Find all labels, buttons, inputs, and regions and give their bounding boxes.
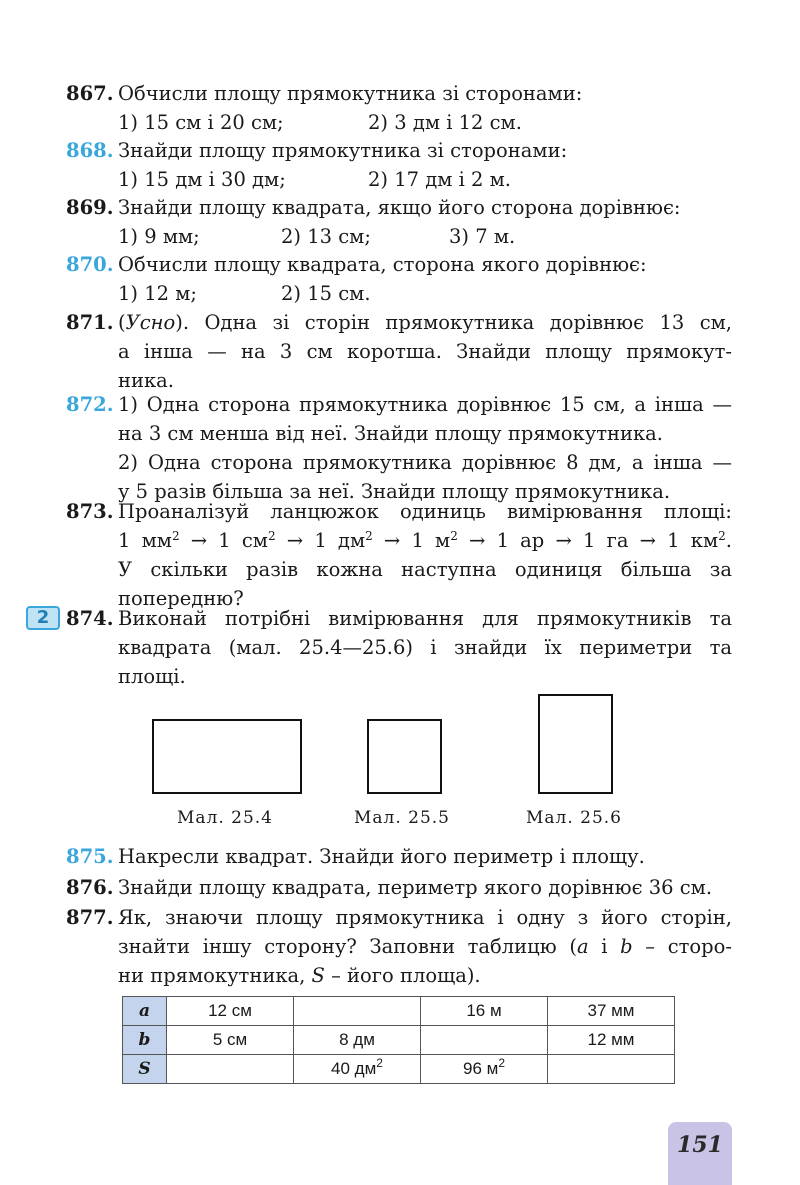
cell-value: 96 м bbox=[462, 1059, 499, 1078]
oral-mark: Усно bbox=[125, 311, 176, 334]
problem-text: Знайди площу квадрата, периметр якого дорівнює 36 см. bbox=[118, 876, 713, 899]
problem-872 bbox=[66, 390, 732, 506]
option-1: 1) 15 см і 20 см; bbox=[118, 111, 284, 134]
arrow: → bbox=[544, 529, 584, 552]
unit: 1 ар bbox=[496, 529, 545, 552]
problem-text: Накресли квадрат. Знайди його периметр і площу. bbox=[118, 845, 645, 868]
arrow: → bbox=[457, 529, 497, 552]
problem-number: 874. bbox=[66, 607, 114, 630]
table-row bbox=[123, 1026, 675, 1055]
problem-text: попередню? bbox=[118, 587, 244, 610]
problem-text-line bbox=[118, 961, 732, 990]
option-2: 2) 13 см; bbox=[281, 225, 371, 248]
problem-number: 869. bbox=[66, 196, 114, 219]
problem-871 bbox=[66, 308, 732, 395]
sup: 2 bbox=[450, 529, 458, 543]
problem-877 bbox=[66, 903, 732, 990]
table-cell bbox=[421, 1055, 548, 1084]
sup: 2 bbox=[171, 529, 180, 543]
unit: 1 мм bbox=[118, 529, 172, 552]
problem-number: 877. bbox=[66, 906, 114, 929]
problem-867 bbox=[66, 79, 732, 137]
problem-text: площі. bbox=[118, 665, 186, 688]
problem-text: на 3 см менша від неї. Знайди площу прямокутника. bbox=[118, 422, 664, 445]
problem-text: Проаналізуй ланцюжок одиниць вимірювання площі: bbox=[118, 500, 732, 523]
unit: 1 см bbox=[218, 529, 268, 552]
sup: 2 bbox=[376, 1056, 383, 1070]
option-3: 3) 7 м. bbox=[449, 225, 516, 248]
problem-875 bbox=[66, 842, 732, 871]
table-cell: 12 мм bbox=[548, 1026, 675, 1055]
unit: 1 м bbox=[411, 529, 451, 552]
sup: 2 bbox=[365, 529, 373, 543]
level-badge: 2 bbox=[26, 606, 60, 630]
table-cell: 12 см bbox=[167, 997, 294, 1026]
text: і bbox=[588, 935, 621, 958]
figure-caption-25-4: Мал. 25.4 bbox=[177, 808, 274, 828]
page-number: 151 bbox=[677, 1132, 723, 1158]
paren: ( bbox=[118, 311, 126, 334]
table-cell: 16 м bbox=[421, 997, 548, 1026]
figure-rectangle-25-4 bbox=[152, 719, 302, 794]
problem-number: 873. bbox=[66, 500, 114, 523]
text: знайти іншу сторону? Заповни таблицю ( bbox=[118, 935, 577, 958]
problem-text: 2) Одна сторона прямокутника дорівнює 8 дм, а інша — bbox=[118, 451, 732, 474]
answer-table bbox=[122, 996, 675, 1084]
figure-caption-25-6: Мал. 25.6 bbox=[526, 808, 623, 828]
sup: 2 bbox=[718, 529, 726, 543]
var-s: S bbox=[311, 964, 325, 987]
option-1: 1) 9 мм; bbox=[118, 225, 200, 248]
table-cell bbox=[167, 1055, 294, 1084]
problem-873 bbox=[66, 497, 732, 613]
row-header-s: S bbox=[123, 1055, 167, 1084]
figure-square-25-5 bbox=[367, 719, 442, 794]
problem-number: 870. bbox=[66, 253, 114, 276]
problem-874 bbox=[66, 604, 732, 691]
period: . bbox=[725, 529, 732, 552]
arrow: → bbox=[275, 529, 315, 552]
unit-chain bbox=[118, 526, 732, 555]
problem-number: 867. bbox=[66, 82, 114, 105]
table-row bbox=[123, 1055, 675, 1084]
page-number-tab bbox=[668, 1122, 732, 1185]
table-cell: 37 мм bbox=[548, 997, 675, 1026]
problem-text: Обчисли площу квадрата, сторона якого дорівнює: bbox=[118, 253, 647, 276]
problem-text: а інша — на 3 см коротша. Знайди площу прямокут- bbox=[118, 340, 732, 363]
table-cell bbox=[294, 997, 421, 1026]
sup: 2 bbox=[267, 529, 276, 543]
problem-number: 868. bbox=[66, 139, 114, 162]
problem-text: ). Одна зі сторін прямокутника дорівнює 13 см, bbox=[175, 311, 732, 334]
problem-text: Обчисли площу прямокутника зі сторонами: bbox=[118, 82, 583, 105]
problem-text: 1) Одна сторона прямокутника дорівнює 15 см, а інша — bbox=[118, 393, 732, 416]
table-cell: 8 дм bbox=[294, 1026, 421, 1055]
problem-text: Як, знаючи площу прямокутника і одну з його сторін, bbox=[118, 906, 732, 929]
text: – його площа). bbox=[324, 964, 481, 987]
row-header-a: a bbox=[123, 997, 167, 1026]
problem-text: квадрата (мал. 25.4—25.6) і знайди їх периметри та bbox=[118, 636, 732, 659]
problem-number: 876. bbox=[66, 876, 114, 899]
cell-value: 40 дм bbox=[331, 1059, 377, 1078]
option-1: 1) 12 м; bbox=[118, 282, 197, 305]
option-2: 2) 15 см. bbox=[281, 282, 371, 305]
problem-number: 872. bbox=[66, 393, 114, 416]
problem-text-line bbox=[118, 932, 732, 961]
problem-868 bbox=[66, 136, 732, 194]
problem-870 bbox=[66, 250, 732, 308]
table-cell: 5 см bbox=[167, 1026, 294, 1055]
problem-text: Знайди площу квадрата, якщо його сторона дорівнює: bbox=[118, 196, 681, 219]
arrow: → bbox=[179, 529, 219, 552]
figure-rectangle-25-6 bbox=[538, 694, 613, 794]
option-1: 1) 15 дм і 30 дм; bbox=[118, 168, 286, 191]
var-b: b bbox=[620, 935, 633, 958]
problem-869 bbox=[66, 193, 732, 251]
table-row bbox=[123, 997, 675, 1026]
table-cell bbox=[548, 1055, 675, 1084]
problem-text: ника. bbox=[118, 369, 175, 392]
unit: 1 км bbox=[667, 529, 719, 552]
table-cell bbox=[294, 1055, 421, 1084]
text: ни прямокутника, bbox=[118, 964, 312, 987]
option-2: 2) 3 дм і 12 см. bbox=[368, 111, 522, 134]
problem-text: У скільки разів кожна наступна одиниця більша за bbox=[118, 558, 732, 581]
arrow: → bbox=[628, 529, 668, 552]
unit: 1 га bbox=[583, 529, 629, 552]
row-header-b: b bbox=[123, 1026, 167, 1055]
figure-caption-25-5: Мал. 25.5 bbox=[354, 808, 451, 828]
arrow: → bbox=[372, 529, 412, 552]
table-cell bbox=[421, 1026, 548, 1055]
sup: 2 bbox=[498, 1056, 505, 1070]
problem-text: у 5 разів більша за неї. Знайди площу прямокутника. bbox=[118, 480, 671, 503]
problem-number: 871. bbox=[66, 311, 114, 334]
problem-876 bbox=[66, 873, 732, 902]
problem-number: 875. bbox=[66, 845, 114, 868]
var-a: a bbox=[576, 935, 589, 958]
text: – сторо- bbox=[632, 935, 732, 958]
unit: 1 дм bbox=[314, 529, 366, 552]
option-2: 2) 17 дм і 2 м. bbox=[368, 168, 512, 191]
problem-text: Знайди площу прямокутника зі сторонами: bbox=[118, 139, 568, 162]
problem-text: Виконай потрібні вимірювання для прямокутників та bbox=[118, 607, 732, 630]
